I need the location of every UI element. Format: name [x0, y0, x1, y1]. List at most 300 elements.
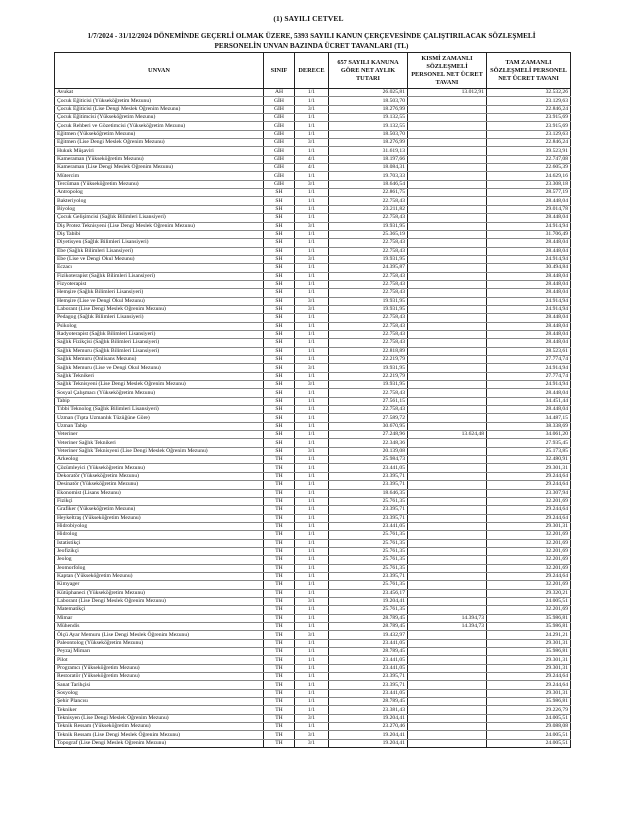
table-row [55, 272, 571, 280]
unvan-cell: Mühendis [55, 623, 264, 631]
net-aylik-cell: 18.646,54 [329, 180, 408, 188]
derece-cell: 4/1 [295, 155, 329, 163]
net-aylik-cell: 23.381,43 [329, 706, 408, 714]
tam-tavan-cell: 32.480,91 [487, 456, 571, 464]
derece-cell: 1/1 [295, 572, 329, 580]
net-aylik-cell: 22.758,43 [329, 214, 408, 222]
table-row [55, 723, 571, 731]
unvan-cell: Veteriner Sağlık Teknikeri [55, 439, 264, 447]
sinif-cell: SH [264, 397, 295, 405]
kismi-tavan-cell [408, 122, 487, 130]
tam-tavan-cell: 29.301,31 [487, 689, 571, 697]
tam-tavan-cell: 29.301,31 [487, 522, 571, 530]
table-row [55, 214, 571, 222]
table-row [55, 564, 571, 572]
tam-tavan-cell: 24.914,94 [487, 381, 571, 389]
tam-tavan-cell: 34.451,44 [487, 397, 571, 405]
unvan-cell: Çözümleyici (Yükseköğretim Mezunu) [55, 464, 264, 472]
kismi-tavan-cell [408, 664, 487, 672]
sinif-cell: SH [264, 289, 295, 297]
derece-cell: 1/1 [295, 614, 329, 622]
table-row [55, 439, 571, 447]
unvan-cell: Mimar [55, 614, 264, 622]
net-aylik-cell: 22.219,79 [329, 372, 408, 380]
kismi-tavan-cell [408, 589, 487, 597]
sinif-cell: TH [264, 597, 295, 605]
sinif-cell: SH [264, 247, 295, 255]
derece-cell: 1/1 [295, 172, 329, 180]
derece-cell: 3/1 [295, 597, 329, 605]
tam-tavan-cell: 32.201,69 [487, 556, 571, 564]
unvan-cell: Sanat Tarihçisi [55, 681, 264, 689]
net-aylik-cell: 22.758,43 [329, 389, 408, 397]
net-aylik-cell: 22.348,36 [329, 439, 408, 447]
table-row [55, 581, 571, 589]
net-aylik-cell: 22.818,89 [329, 347, 408, 355]
kismi-tavan-cell [408, 139, 487, 147]
tam-tavan-cell: 34.487,15 [487, 414, 571, 422]
unvan-cell: Topograf (Lise Dengi Meslek Öğrenim Mezunu) [55, 739, 264, 747]
tam-tavan-cell: 27.774,74 [487, 372, 571, 380]
table-row [55, 347, 571, 355]
kismi-tavan-cell [408, 439, 487, 447]
kismi-tavan-cell [408, 406, 487, 414]
tam-tavan-cell: 28.448,04 [487, 406, 571, 414]
sinif-cell: SH [264, 372, 295, 380]
sinif-cell: SH [264, 347, 295, 355]
derece-cell: 1/1 [295, 330, 329, 338]
kismi-tavan-cell [408, 456, 487, 464]
table-row [55, 122, 571, 130]
table-row [55, 706, 571, 714]
sinif-cell: GİH [264, 105, 295, 113]
derece-cell: 1/1 [295, 397, 329, 405]
kismi-tavan-cell [408, 522, 487, 530]
sinif-cell: TH [264, 522, 295, 530]
table-row [55, 280, 571, 288]
tam-tavan-cell: 35.986,81 [487, 614, 571, 622]
derece-cell: 1/1 [295, 506, 329, 514]
sinif-cell: TH [264, 714, 295, 722]
net-aylik-cell: 22.758,43 [329, 239, 408, 247]
kismi-tavan-cell [408, 422, 487, 430]
tam-tavan-cell: 29.088,08 [487, 723, 571, 731]
sinif-cell: TH [264, 497, 295, 505]
tam-tavan-cell: 28.448,04 [487, 314, 571, 322]
derece-cell: 1/1 [295, 723, 329, 731]
kismi-tavan-cell [408, 305, 487, 313]
unvan-cell: Sağlık Memuru (Lise ve Dengi Okul Mezunu) [55, 364, 264, 372]
table-row [55, 397, 571, 405]
unvan-cell: Veteriner [55, 431, 264, 439]
sinif-cell: TH [264, 456, 295, 464]
table-row [55, 589, 571, 597]
derece-cell: 3/1 [295, 222, 329, 230]
unvan-cell: Eğitmen (Lise Dengi Meslek Öğrenim Mezunu) [55, 139, 264, 147]
table-row [55, 639, 571, 647]
sinif-cell: SH [264, 272, 295, 280]
table-row [55, 539, 571, 547]
unvan-cell: Sağlık Teknikeri [55, 372, 264, 380]
tam-tavan-cell: 28.523,61 [487, 347, 571, 355]
tam-tavan-cell: 28.448,04 [487, 389, 571, 397]
sinif-cell: SH [264, 297, 295, 305]
kismi-tavan-cell [408, 497, 487, 505]
net-aylik-cell: 22.758,43 [329, 322, 408, 330]
kismi-tavan-cell: 14.394,73 [408, 623, 487, 631]
sinif-cell: TH [264, 698, 295, 706]
net-aylik-cell: 19.204,41 [329, 731, 408, 739]
net-aylik-cell: 22.758,43 [329, 272, 408, 280]
derece-cell: 1/1 [295, 623, 329, 631]
col-header-derece: DERECE [295, 53, 329, 89]
derece-cell: 1/1 [295, 422, 329, 430]
kismi-tavan-cell: 13.012,91 [408, 89, 487, 97]
table-row [55, 314, 571, 322]
sinif-cell: TH [264, 564, 295, 572]
kismi-tavan-cell [408, 339, 487, 347]
derece-cell: 1/1 [295, 147, 329, 155]
salary-ceiling-table [54, 52, 571, 748]
derece-cell: 1/1 [295, 389, 329, 397]
table-row [55, 389, 571, 397]
unvan-cell: Fizyoterapist [55, 280, 264, 288]
derece-cell: 1/1 [295, 531, 329, 539]
unvan-cell: Grafiker (Yükseköğretim Mezunu) [55, 506, 264, 514]
table-row [55, 689, 571, 697]
kismi-tavan-cell [408, 698, 487, 706]
sinif-cell: GİH [264, 122, 295, 130]
tam-tavan-cell: 29.244,64 [487, 506, 571, 514]
table-row [55, 731, 571, 739]
table-row [55, 531, 571, 539]
kismi-tavan-cell [408, 731, 487, 739]
unvan-cell: İstatistikçi [55, 539, 264, 547]
tam-tavan-cell: 32.201,69 [487, 531, 571, 539]
kismi-tavan-cell [408, 639, 487, 647]
table-row [55, 230, 571, 238]
tam-tavan-cell: 31.706,49 [487, 230, 571, 238]
unvan-cell: Sosyal Çalışmacı (Yükseköğretim Mezunu) [55, 389, 264, 397]
derece-cell: 1/1 [295, 347, 329, 355]
derece-cell: 1/1 [295, 464, 329, 472]
kismi-tavan-cell [408, 531, 487, 539]
kismi-tavan-cell [408, 631, 487, 639]
derece-cell: 1/1 [295, 97, 329, 105]
net-aylik-cell: 23.395,71 [329, 673, 408, 681]
kismi-tavan-cell: 13.624,48 [408, 431, 487, 439]
unvan-cell: Sağlık Fizikçisi (Sağlık Bilimleri Lisansiyeri) [55, 339, 264, 347]
sinif-cell: GİH [264, 97, 295, 105]
net-aylik-cell: 23.211,82 [329, 205, 408, 213]
derece-cell: 1/1 [295, 247, 329, 255]
sinif-cell: TH [264, 681, 295, 689]
cetvel-number-title: (1) SAYILI CETVEL [273, 14, 344, 23]
kismi-tavan-cell [408, 289, 487, 297]
unvan-cell: Ölçü Ayar Memuru (Lise Dengi Meslek Öğrenim Mezunu) [55, 631, 264, 639]
net-aylik-cell: 19.931,95 [329, 297, 408, 305]
derece-cell: 1/1 [295, 497, 329, 505]
tam-tavan-cell: 32.201,69 [487, 581, 571, 589]
net-aylik-cell: 28.789,45 [329, 623, 408, 631]
unvan-cell: Kütüphaneci (Yükseköğretim Mezunu) [55, 589, 264, 597]
derece-cell: 3/1 [295, 381, 329, 389]
sinif-cell: AH [264, 89, 295, 97]
net-aylik-cell: 23.395,71 [329, 472, 408, 480]
unvan-cell: Eğitmen (Yükseköğretim Mezunu) [55, 130, 264, 138]
unvan-cell: Kaptan (Yükseköğretim Mezunu) [55, 572, 264, 580]
unvan-cell: Antropolog [55, 189, 264, 197]
sinif-cell: SH [264, 314, 295, 322]
table-row [55, 364, 571, 372]
unvan-cell: Kameraman (Yükseköğretim Mezunu) [55, 155, 264, 163]
table-row [55, 305, 571, 313]
net-aylik-cell: 22.861,75 [329, 189, 408, 197]
derece-cell: 1/1 [295, 339, 329, 347]
table-row [55, 422, 571, 430]
unvan-cell: Uzman Tabip [55, 422, 264, 430]
net-aylik-cell: 19.204,41 [329, 739, 408, 747]
sinif-cell: SH [264, 406, 295, 414]
sinif-cell: SH [264, 255, 295, 263]
net-aylik-cell: 25.365,19 [329, 230, 408, 238]
kismi-tavan-cell [408, 364, 487, 372]
sinif-cell: SH [264, 222, 295, 230]
tam-tavan-cell: 23.307,94 [487, 489, 571, 497]
kismi-tavan-cell [408, 155, 487, 163]
kismi-tavan-cell [408, 214, 487, 222]
sinif-cell: TH [264, 614, 295, 622]
derece-cell: 1/1 [295, 564, 329, 572]
sinif-cell: SH [264, 364, 295, 372]
kismi-tavan-cell [408, 114, 487, 122]
sinif-cell: TH [264, 589, 295, 597]
unvan-cell: Ebe (Lise ve Dengi Okul Mezunu) [55, 255, 264, 263]
table-row [55, 255, 571, 263]
tam-tavan-cell: 22.846,24 [487, 105, 571, 113]
sinif-cell: TH [264, 489, 295, 497]
unvan-cell: Jeomorfolog [55, 564, 264, 572]
sinif-cell: SH [264, 439, 295, 447]
kismi-tavan-cell [408, 714, 487, 722]
kismi-tavan-cell [408, 322, 487, 330]
tam-tavan-cell: 28.448,04 [487, 239, 571, 247]
unvan-cell: Veteriner Sağlık Teknisyeni (Lise Dengi Meslek Öğrenim Mezunu) [55, 447, 264, 455]
tam-tavan-cell: 24.914,94 [487, 297, 571, 305]
table-row [55, 631, 571, 639]
sinif-cell: TH [264, 606, 295, 614]
sinif-cell: TH [264, 514, 295, 522]
table-row [55, 664, 571, 672]
derece-cell: 1/1 [295, 456, 329, 464]
net-aylik-cell: 25.761,35 [329, 547, 408, 555]
table-row [55, 648, 571, 656]
derece-cell: 1/1 [295, 514, 329, 522]
derece-cell: 1/1 [295, 289, 329, 297]
derece-cell: 1/1 [295, 681, 329, 689]
kismi-tavan-cell [408, 556, 487, 564]
derece-cell: 3/1 [295, 631, 329, 639]
table-row [55, 522, 571, 530]
kismi-tavan-cell [408, 723, 487, 731]
tam-tavan-cell: 28.448,04 [487, 322, 571, 330]
tam-tavan-cell: 28.577,19 [487, 189, 571, 197]
sinif-cell: TH [264, 472, 295, 480]
tam-tavan-cell: 32.201,69 [487, 547, 571, 555]
net-aylik-cell: 23.395,71 [329, 514, 408, 522]
table-row [55, 698, 571, 706]
col-header-sinif: SINIF [264, 53, 295, 89]
tam-tavan-cell: 24.005,51 [487, 714, 571, 722]
net-aylik-cell: 27.248,96 [329, 431, 408, 439]
net-aylik-cell: 23.456,17 [329, 589, 408, 597]
tam-tavan-cell: 24.629,16 [487, 172, 571, 180]
tam-tavan-cell: 23.308,18 [487, 180, 571, 188]
kismi-tavan-cell [408, 205, 487, 213]
sinif-cell: GİH [264, 180, 295, 188]
tam-tavan-cell: 24.914,94 [487, 305, 571, 313]
tam-tavan-cell: 24.005,51 [487, 739, 571, 747]
net-aylik-cell: 22.758,43 [329, 339, 408, 347]
derece-cell: 1/1 [295, 314, 329, 322]
derece-cell: 1/1 [295, 130, 329, 138]
derece-cell: 1/1 [295, 322, 329, 330]
net-aylik-cell: 22.758,43 [329, 330, 408, 338]
col-header-657-net: 657 SAYILI KANUNA GÖRE NET AYLIK TUTARI [329, 53, 408, 89]
unvan-cell: Kameraman (Lise Dengi Meslek Öğrenim Mezunu) [55, 164, 264, 172]
tam-tavan-cell: 28.448,04 [487, 247, 571, 255]
kismi-tavan-cell [408, 572, 487, 580]
net-aylik-cell: 18.276,99 [329, 139, 408, 147]
unvan-cell: Avukat [55, 89, 264, 97]
sinif-cell: GİH [264, 155, 295, 163]
sinif-cell: SH [264, 431, 295, 439]
table-row [55, 614, 571, 622]
tam-tavan-cell: 28.448,04 [487, 280, 571, 288]
table-row [55, 506, 571, 514]
table-row [55, 714, 571, 722]
document-page [10, 0, 607, 834]
table-row [55, 289, 571, 297]
net-aylik-cell: 22.758,43 [329, 314, 408, 322]
sinif-cell: TH [264, 648, 295, 656]
kismi-tavan-cell [408, 681, 487, 689]
unvan-cell: Heykeltraş (Yükseköğretim Mezunu) [55, 514, 264, 522]
tam-tavan-cell: 29.244,64 [487, 514, 571, 522]
table-row [55, 472, 571, 480]
unvan-cell: Eczacı [55, 264, 264, 272]
kismi-tavan-cell [408, 189, 487, 197]
unvan-cell: Bakteriyolog [55, 197, 264, 205]
kismi-tavan-cell [408, 414, 487, 422]
unvan-cell: Teknik Ressam (Yükseköğretim Mezunu) [55, 723, 264, 731]
kismi-tavan-cell [408, 372, 487, 380]
kismi-tavan-cell: 14.394,73 [408, 614, 487, 622]
table-row [55, 197, 571, 205]
tam-tavan-cell: 29.301,31 [487, 664, 571, 672]
net-aylik-cell: 19.931,95 [329, 364, 408, 372]
derece-cell: 1/1 [295, 589, 329, 597]
unvan-cell: Tekniker [55, 706, 264, 714]
kismi-tavan-cell [408, 489, 487, 497]
unvan-cell: Çocuk Gelişimcisi (Sağlık Bilimleri Lisansiyeri) [55, 214, 264, 222]
kismi-tavan-cell [408, 464, 487, 472]
kismi-tavan-cell [408, 606, 487, 614]
net-aylik-cell: 23.441,05 [329, 664, 408, 672]
net-aylik-cell: 18.197,66 [329, 155, 408, 163]
sinif-cell: SH [264, 330, 295, 338]
kismi-tavan-cell [408, 381, 487, 389]
net-aylik-cell: 18.646,35 [329, 489, 408, 497]
kismi-tavan-cell [408, 97, 487, 105]
tam-tavan-cell: 35.986,81 [487, 698, 571, 706]
table-row [55, 406, 571, 414]
kismi-tavan-cell [408, 105, 487, 113]
sinif-cell: SH [264, 264, 295, 272]
unvan-cell: Paleontolog (Yükseköğretim Mezunu) [55, 639, 264, 647]
kismi-tavan-cell [408, 280, 487, 288]
table-header-row [55, 53, 571, 89]
table-row [55, 356, 571, 364]
net-aylik-cell: 18.503,70 [329, 97, 408, 105]
sinif-cell: TH [264, 556, 295, 564]
net-aylik-cell: 25.761,35 [329, 564, 408, 572]
tam-tavan-cell: 29.244,64 [487, 673, 571, 681]
derece-cell: 1/1 [295, 547, 329, 555]
net-aylik-cell: 18.276,99 [329, 105, 408, 113]
kismi-tavan-cell [408, 147, 487, 155]
tam-tavan-cell: 28.448,04 [487, 339, 571, 347]
sinif-cell: TH [264, 631, 295, 639]
derece-cell: 3/1 [295, 364, 329, 372]
table-row [55, 105, 571, 113]
unvan-cell: Dekoratör (Yükseköğretim Mezunu) [55, 472, 264, 480]
table-row [55, 681, 571, 689]
net-aylik-cell: 23.441,05 [329, 656, 408, 664]
derece-cell: 1/1 [295, 230, 329, 238]
sinif-cell: SH [264, 205, 295, 213]
kismi-tavan-cell [408, 247, 487, 255]
tam-tavan-cell: 22.605,39 [487, 164, 571, 172]
sinif-cell: SH [264, 197, 295, 205]
net-aylik-cell: 19.132,55 [329, 122, 408, 130]
table-row [55, 164, 571, 172]
tam-tavan-cell: 28.448,04 [487, 197, 571, 205]
sinif-cell: SH [264, 339, 295, 347]
net-aylik-cell: 20.139,08 [329, 447, 408, 455]
col-header-unvan: UNVAN [55, 53, 264, 89]
table-row [55, 447, 571, 455]
unvan-cell: Tercüman (Yükseköğretim Mezunu) [55, 180, 264, 188]
col-header-kismi-zamanli: KISMİ ZAMANLI SÖZLEŞMELİ PERSONEL NET ÜCRET TAVANI [408, 53, 487, 89]
kismi-tavan-cell [408, 481, 487, 489]
net-aylik-cell: 23.270,46 [329, 723, 408, 731]
kismi-tavan-cell [408, 222, 487, 230]
unvan-cell: Fizikçi [55, 497, 264, 505]
unvan-cell: Restoratör (Yükseköğretim Mezunu) [55, 673, 264, 681]
kismi-tavan-cell [408, 648, 487, 656]
tam-tavan-cell: 23.915,69 [487, 122, 571, 130]
table-row [55, 656, 571, 664]
table-row [55, 139, 571, 147]
sinif-cell: SH [264, 189, 295, 197]
derece-cell: 3/1 [295, 305, 329, 313]
subtitle-line-2: PERSONELİN UNVAN BAZINDA ÜCRET TAVANLARI (TL) [214, 42, 409, 50]
derece-cell: 1/1 [295, 372, 329, 380]
derece-cell: 1/1 [295, 272, 329, 280]
kismi-tavan-cell [408, 547, 487, 555]
derece-cell: 1/1 [295, 264, 329, 272]
